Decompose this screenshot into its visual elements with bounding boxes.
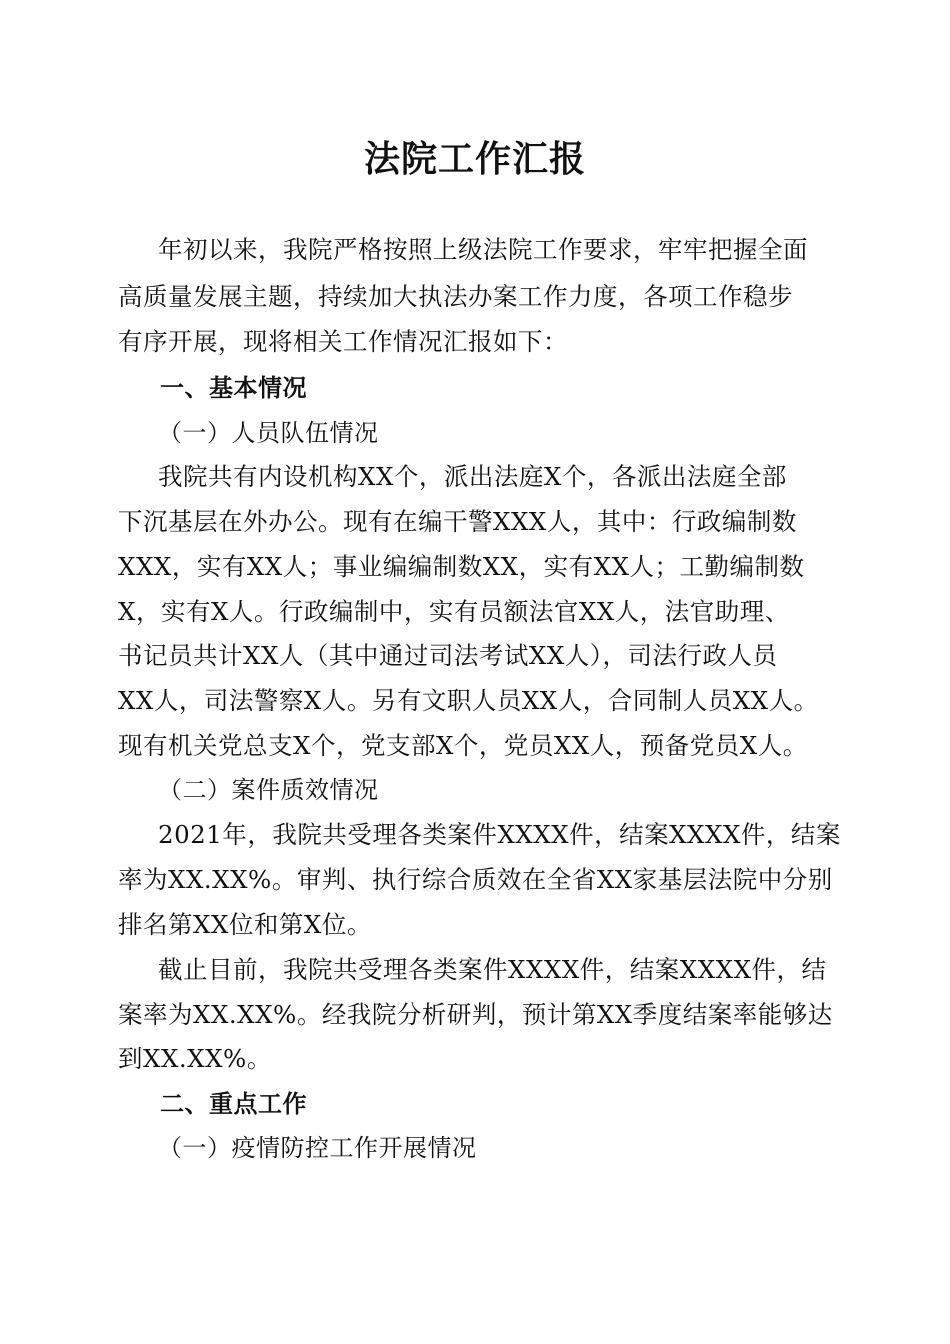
intro-line-2: 高质量发展主题，持续加大执法办案工作力度，各项工作稳步 (118, 282, 793, 311)
personnel-line-4: X，实有X人。行政编制中，实有员额法官XX人，法官助理、 (118, 597, 790, 626)
cases-line-3: 排名第XX位和第X位。 (118, 910, 372, 939)
personnel-line-1: 我院共有内设机构XX个，派出法庭X个，各派出法庭全部 (158, 462, 787, 491)
cases-line-6: 到XX.XX%。 (118, 1044, 272, 1073)
personnel-line-2: 下沉基层在外办公。现有在编干警XXX人，其中：行政编制数 (118, 507, 797, 536)
document-title: 法院工作汇报 (363, 138, 586, 180)
personnel-line-7: 现有机关党总支X个，党支部X个，党员XX人，预备党员X人。 (118, 731, 808, 760)
section-heading-key-work: 二、重点工作 (160, 1090, 307, 1118)
cases-line-5: 案率为XX.XX%。经我院分析研判，预计第XX季度结案率能够达 (118, 1000, 833, 1029)
subsection-heading-epidemic: （一）疫情防控工作开展情况 (158, 1134, 477, 1162)
subsection-heading-personnel: （一）人员队伍情况 (158, 419, 379, 447)
personnel-line-6: XX人，司法警察X人。另有文职人员XX人，合同制人员XX人。 (118, 686, 819, 715)
section-heading-basic: 一、基本情况 (160, 374, 307, 402)
cases-line-2: 率为XX.XX%。审判、执行综合质效在全省XX家基层法院中分别 (118, 865, 833, 894)
personnel-line-5: 书记员共计XX人（其中通过司法考试XX人），司法行政人员 (118, 641, 778, 670)
intro-line-1: 年初以来，我院严格按照上级法院工作要求，牢牢把握全面 (158, 235, 808, 264)
personnel-line-3: XXX，实有XX人；事业编编制数XX，实有XX人；工勤编制数 (118, 552, 805, 581)
cases-line-1: 2021年，我院共受理各类案件XXXX件，结案XXXX件，结案 (158, 820, 841, 849)
cases-line-4: 截止目前，我院共受理各类案件XXXX件，结案XXXX件，结 (158, 955, 827, 984)
intro-line-3: 有序开展，现将相关工作情况汇报如下： (118, 327, 568, 356)
subsection-heading-cases: （二）案件质效情况 (158, 776, 379, 804)
